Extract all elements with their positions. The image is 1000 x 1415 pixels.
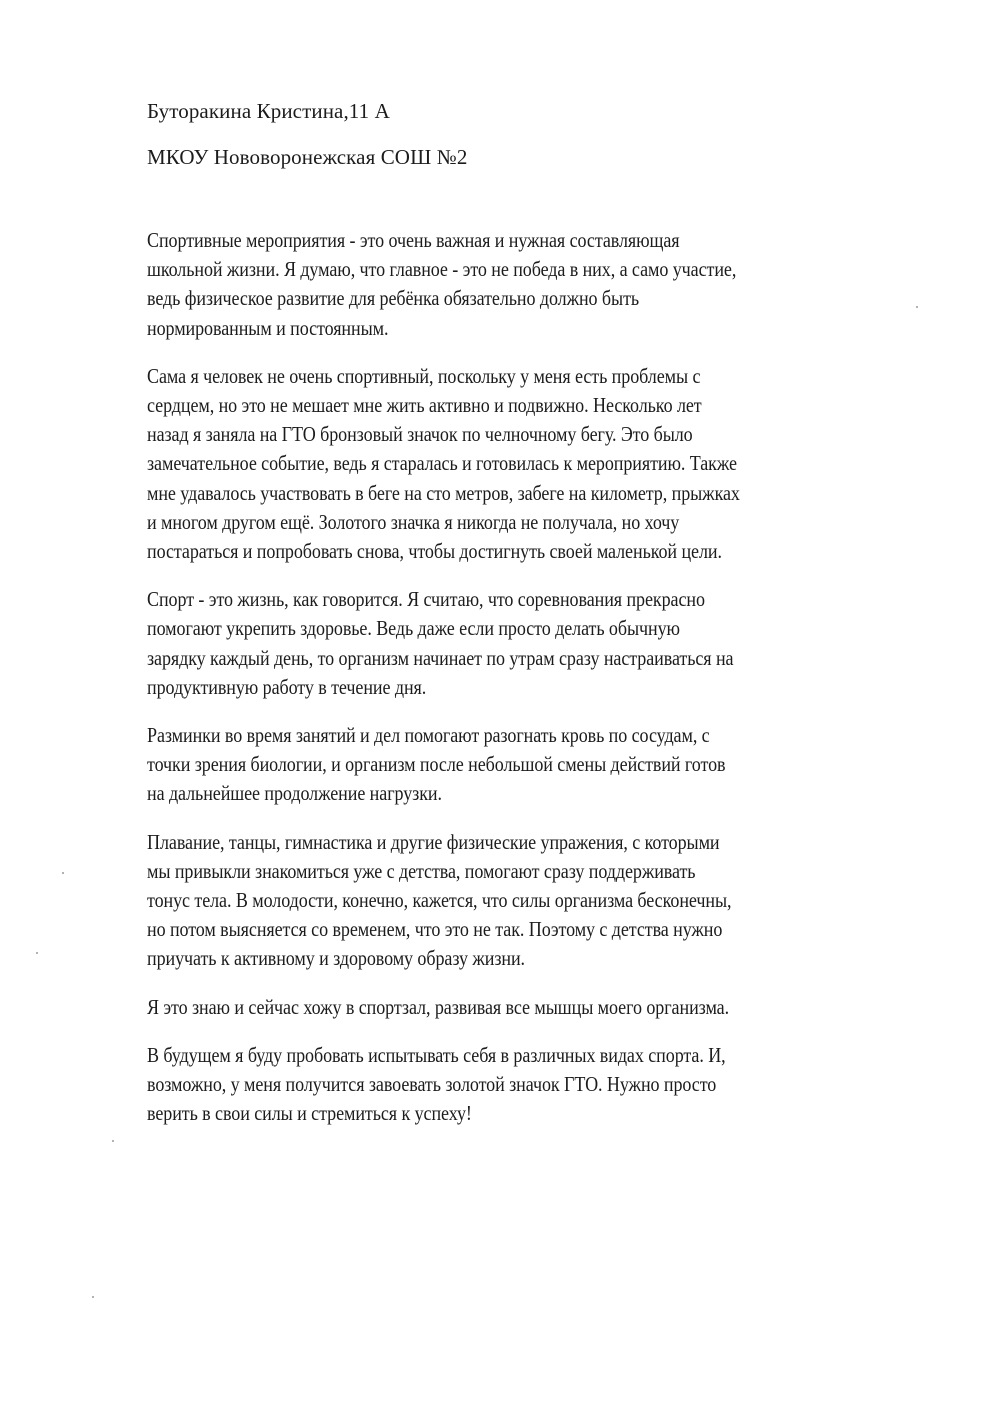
text-line: тонус тела. В молодости, конечно, кажется, что силы организма бесконечны, bbox=[147, 888, 732, 913]
author-line: Буторакина Кристина,11 А bbox=[147, 99, 390, 123]
text-line: нормированным и постоянным. bbox=[147, 315, 389, 340]
text-line: В будущем я буду пробовать испытывать себя в различных видах спорта. И, bbox=[147, 1042, 726, 1067]
essay-paragraph bbox=[147, 828, 947, 974]
text-line: школьной жизни. Я думаю, что главное - это не победа в них, а само участие, bbox=[147, 257, 737, 282]
text-line: замечательное событие, ведь я старалась и готовилась к мероприятию. Также bbox=[147, 451, 737, 476]
essay-paragraph bbox=[147, 362, 947, 566]
text-line: Спорт - это жизнь, как говорится. Я считаю, что соревнования прекрасно bbox=[147, 587, 705, 612]
text-line: сердцем, но это не мешает мне жить активно и подвижно. Несколько лет bbox=[147, 393, 702, 418]
essay-body bbox=[147, 226, 947, 1147]
text-line: возможно, у меня получится завоевать золотой значок ГТО. Нужно просто bbox=[147, 1072, 717, 1097]
essay-paragraph bbox=[147, 226, 947, 343]
text-line: на дальнейшее продолжение нагрузки. bbox=[147, 781, 442, 806]
essay-paragraph bbox=[147, 721, 947, 809]
text-line: Я это знаю и сейчас хожу в спортзал, развивая все мышцы моего организма. bbox=[147, 994, 730, 1019]
text-line: зарядку каждый день, то организм начинает по утрам сразу настраиваться на bbox=[147, 645, 734, 670]
text-line: и многом другом ещё. Золотого значка я никогда не получала, но хочу bbox=[147, 509, 680, 534]
scan-speck bbox=[916, 306, 918, 308]
text-line: мы привыкли знакомиться уже с детства, помогают сразу поддерживать bbox=[147, 858, 696, 883]
school-line: МКОУ Нововоронежская СОШ №2 bbox=[147, 145, 468, 169]
scan-speck bbox=[36, 952, 38, 954]
text-line: Спортивные мероприятия - это очень важная и нужная составляющая bbox=[147, 228, 680, 252]
text-line: ведь физическое развитие для ребёнка обязательно должно быть bbox=[147, 286, 640, 311]
essay-paragraph bbox=[147, 993, 947, 1022]
text-line: продуктивную работу в течение дня. bbox=[147, 674, 427, 699]
text-line: постараться и попробовать снова, чтобы достигнуть своей маленькой цели. bbox=[147, 539, 722, 564]
scan-speck bbox=[112, 1140, 114, 1142]
text-line: но потом выясняется со временем, что это не так. Поэтому с детства нужно bbox=[147, 917, 723, 942]
text-line: Плавание, танцы, гимнастика и другие физические упражения, с которыми bbox=[147, 829, 720, 854]
scan-speck bbox=[62, 872, 64, 874]
text-line: точки зрения биологии, и организм после небольшой смены действий готов bbox=[147, 752, 726, 777]
text-line: Разминки во время занятий и дел помогают разогнать кровь по сосудам, с bbox=[147, 723, 710, 748]
essay-paragraph bbox=[147, 1041, 947, 1129]
text-line: приучать к активному и здоровому образу жизни. bbox=[147, 946, 525, 971]
text-line: помогают укрепить здоровье. Ведь даже если просто делать обычную bbox=[147, 616, 680, 641]
text-line: мне удавалось участвовать в беге на сто метров, забеге на километр, прыжках bbox=[147, 480, 740, 505]
essay-paragraph bbox=[147, 585, 947, 702]
scan-speck bbox=[92, 1296, 94, 1298]
text-line: назад я заняла на ГТО бронзовый значок по челночному бегу. Это было bbox=[147, 422, 693, 447]
text-line: Сама я человек не очень спортивный, поскольку у меня есть проблемы с bbox=[147, 363, 701, 388]
text-line: верить в свои силы и стремиться к успеху! bbox=[147, 1101, 472, 1126]
